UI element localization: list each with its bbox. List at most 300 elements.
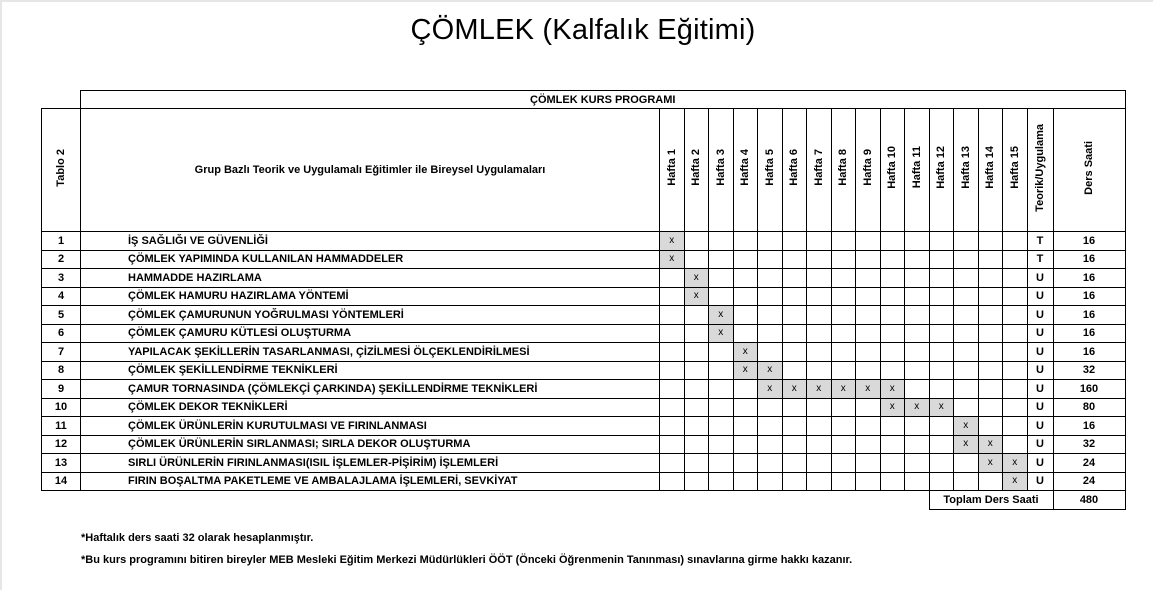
module-name: ÇÖMLEK DEKOR TEKNİKLERİ: [81, 398, 660, 417]
module-name: ÇÖMLEK ŞEKİLLENDİRME TEKNİKLERİ: [81, 361, 660, 380]
week-cell: [954, 472, 979, 491]
module-name: ÇÖMLEK ÜRÜNLERİN KURUTULMASI VE FIRINLANMASI: [81, 417, 660, 436]
week-mark: x: [1003, 472, 1028, 491]
table-row: [42, 398, 1126, 417]
week-cell: [733, 232, 758, 251]
row-type: U: [1027, 435, 1053, 454]
week-header-6: [782, 109, 807, 232]
row-type: T: [1027, 250, 1053, 269]
week-cell: [954, 343, 979, 362]
week-cell: [905, 472, 930, 491]
row-type: U: [1027, 417, 1053, 436]
module-name: ÇÖMLEK ÇAMURUNUN YOĞRULMASI YÖNTEMLERİ: [81, 306, 660, 325]
week-cell: [856, 417, 881, 436]
module-name: FIRIN BOŞALTMA PAKETLEME VE AMBALAJLAMA İŞLEMLERİ, SEVKİYAT: [81, 472, 660, 491]
row-type: U: [1027, 454, 1053, 473]
week-header-8: [831, 109, 856, 232]
week-header-label: Hafta 8: [837, 149, 850, 186]
week-cell: [929, 287, 954, 306]
week-header-13: [954, 109, 979, 232]
week-cell: [929, 454, 954, 473]
week-cell: [758, 343, 783, 362]
week-cell: [856, 287, 881, 306]
week-cell: [856, 454, 881, 473]
week-cell: [880, 287, 905, 306]
week-cell: [733, 380, 758, 399]
row-type: U: [1027, 269, 1053, 288]
table-row: [42, 250, 1126, 269]
week-cell: [660, 361, 685, 380]
description-header: Grup Bazlı Teorik ve Uygulamalı Eğitimler ile Bireysel Uygulamaları: [81, 109, 660, 232]
week-cell: [684, 361, 709, 380]
week-header-12: [929, 109, 954, 232]
week-cell: [831, 269, 856, 288]
week-header-label: Hafta 1: [665, 149, 678, 186]
week-header-14: [978, 109, 1003, 232]
row-hours: 16: [1053, 232, 1125, 251]
week-cell: [1003, 435, 1028, 454]
week-cell: [905, 343, 930, 362]
week-mark: x: [905, 398, 930, 417]
week-cell: [782, 435, 807, 454]
week-cell: [733, 306, 758, 325]
tablo-label-cell: [42, 109, 81, 232]
week-cell: [929, 324, 954, 343]
module-name: YAPILACAK ŞEKİLLERİN TASARLANMASI, ÇİZİLMESİ ÖLÇEKLENDİRİLMESİ: [81, 343, 660, 362]
row-type: T: [1027, 232, 1053, 251]
module-name: ÇÖMLEK YAPIMINDA KULLANILAN HAMMADDELER: [81, 250, 660, 269]
week-cell: [880, 232, 905, 251]
week-cell: [1003, 343, 1028, 362]
week-cell: [954, 269, 979, 288]
week-cell: [856, 232, 881, 251]
week-cell: [807, 435, 832, 454]
week-cell: [905, 269, 930, 288]
week-cell: [954, 306, 979, 325]
row-number: 4: [42, 287, 81, 306]
table-row: [42, 343, 1126, 362]
week-cell: [905, 380, 930, 399]
week-cell: [758, 398, 783, 417]
week-header-label: Hafta 3: [714, 149, 727, 186]
week-cell: [831, 232, 856, 251]
week-cell: [660, 306, 685, 325]
module-name: İŞ SAĞLIĞI VE GÜVENLİĞİ: [81, 232, 660, 251]
week-cell: [709, 398, 734, 417]
week-cell: [807, 324, 832, 343]
row-number: 14: [42, 472, 81, 491]
week-cell: [807, 398, 832, 417]
week-cell: [1003, 306, 1028, 325]
week-cell: [831, 250, 856, 269]
week-mark: x: [954, 417, 979, 436]
week-cell: [978, 398, 1003, 417]
footnote-exam-right: *Bu kurs programını bitiren bireyler MEB Mesleki Eğitim Merkezi Müdürlükleri ÖÖT (Önceki Öğrenmenin Tanınması) sınavlarına girme hakkı kazanır.: [81, 554, 853, 566]
week-header-label: Hafta 11: [910, 146, 923, 189]
week-header-7: [807, 109, 832, 232]
week-cell: [807, 454, 832, 473]
week-cell: [929, 306, 954, 325]
week-mark: x: [733, 361, 758, 380]
row-type: U: [1027, 361, 1053, 380]
week-cell: [905, 435, 930, 454]
week-header-label: Hafta 13: [959, 146, 972, 189]
row-hours: 16: [1053, 250, 1125, 269]
week-cell: [807, 306, 832, 325]
total-spacer: [42, 491, 930, 510]
table-caption: ÇÖMLEK KURS PROGRAMI: [81, 91, 1126, 109]
week-cell: [758, 435, 783, 454]
week-mark: x: [684, 269, 709, 288]
week-cell: [831, 417, 856, 436]
week-cell: [758, 454, 783, 473]
week-cell: [954, 232, 979, 251]
week-cell: [709, 250, 734, 269]
week-cell: [758, 417, 783, 436]
week-cell: [782, 454, 807, 473]
module-name: ÇAMUR TORNASINDA (ÇÖMLEKÇİ ÇARKINDA) ŞEKİLLENDİRME TEKNİKLERİ: [81, 380, 660, 399]
week-cell: [807, 250, 832, 269]
week-cell: [782, 250, 807, 269]
week-cell: [856, 361, 881, 380]
week-cell: [1003, 398, 1028, 417]
week-cell: [1003, 324, 1028, 343]
week-cell: [660, 435, 685, 454]
week-cell: [782, 232, 807, 251]
week-cell: [905, 361, 930, 380]
week-header-1: [660, 109, 685, 232]
hours-header-label: Ders Saati: [1083, 140, 1095, 195]
week-cell: [733, 417, 758, 436]
week-cell: [660, 380, 685, 399]
week-cell: [929, 417, 954, 436]
week-cell: [660, 398, 685, 417]
week-cell: [856, 472, 881, 491]
total-label: Toplam Ders Saati: [929, 491, 1053, 510]
week-header-label: Hafta 9: [861, 149, 874, 186]
row-number: 12: [42, 435, 81, 454]
week-cell: [880, 361, 905, 380]
week-cell: [782, 269, 807, 288]
week-cell: [929, 269, 954, 288]
week-cell: [733, 398, 758, 417]
row-number: 13: [42, 454, 81, 473]
week-cell: [807, 287, 832, 306]
week-cell: [954, 361, 979, 380]
row-type: U: [1027, 398, 1053, 417]
week-cell: [929, 435, 954, 454]
week-cell: [905, 324, 930, 343]
page-edge-top: [0, 0, 1153, 2]
row-number: 3: [42, 269, 81, 288]
week-cell: [758, 306, 783, 325]
week-cell: [831, 324, 856, 343]
week-cell: [1003, 380, 1028, 399]
week-cell: [831, 361, 856, 380]
table-row: [42, 417, 1126, 436]
week-cell: [709, 380, 734, 399]
hours-header: [1053, 109, 1125, 232]
table-row: [42, 269, 1126, 288]
week-cell: [856, 306, 881, 325]
row-hours: 160: [1053, 380, 1125, 399]
row-hours: 32: [1053, 435, 1125, 454]
week-mark: x: [709, 324, 734, 343]
week-cell: [954, 380, 979, 399]
week-cell: [978, 287, 1003, 306]
week-mark: x: [880, 398, 905, 417]
week-cell: [782, 287, 807, 306]
table-row: [42, 472, 1126, 491]
week-cell: [905, 454, 930, 473]
course-program-table: [41, 90, 1126, 510]
week-header-label: Hafta 12: [935, 146, 948, 189]
week-cell: [709, 343, 734, 362]
week-cell: [684, 417, 709, 436]
week-cell: [905, 287, 930, 306]
week-cell: [1003, 269, 1028, 288]
week-cell: [782, 306, 807, 325]
week-cell: [905, 250, 930, 269]
row-type: U: [1027, 472, 1053, 491]
week-cell: [758, 472, 783, 491]
week-cell: [684, 232, 709, 251]
week-cell: [905, 232, 930, 251]
week-cell: [880, 417, 905, 436]
tablo-label: Tablo 2: [55, 148, 67, 187]
week-cell: [709, 287, 734, 306]
week-mark: x: [709, 306, 734, 325]
week-cell: [684, 454, 709, 473]
week-cell: [807, 472, 832, 491]
week-cell: [660, 287, 685, 306]
week-header-label: Hafta 5: [763, 149, 776, 186]
week-header-10: [880, 109, 905, 232]
table-row: [42, 324, 1126, 343]
week-cell: [684, 435, 709, 454]
week-mark: x: [807, 380, 832, 399]
row-number: 11: [42, 417, 81, 436]
type-header: [1027, 109, 1053, 232]
week-cell: [733, 269, 758, 288]
week-cell: [1003, 417, 1028, 436]
caption-row: [42, 91, 1126, 109]
week-cell: [660, 472, 685, 491]
week-cell: [929, 343, 954, 362]
week-cell: [929, 380, 954, 399]
week-cell: [954, 324, 979, 343]
week-cell: [831, 306, 856, 325]
week-cell: [880, 472, 905, 491]
week-cell: [758, 250, 783, 269]
week-cell: [831, 287, 856, 306]
week-cell: [684, 380, 709, 399]
row-number: 1: [42, 232, 81, 251]
week-cell: [733, 454, 758, 473]
module-name: SIRLI ÜRÜNLERİN FIRINLANMASI(ISIL İŞLEMLER-PİŞİRİM) İŞLEMLERİ: [81, 454, 660, 473]
week-header-11: [905, 109, 930, 232]
week-cell: [709, 232, 734, 251]
week-mark: x: [880, 380, 905, 399]
total-row: [42, 491, 1126, 510]
week-mark: x: [954, 435, 979, 454]
row-number: 5: [42, 306, 81, 325]
week-cell: [807, 232, 832, 251]
week-cell: [929, 232, 954, 251]
week-cell: [978, 306, 1003, 325]
week-cell: [978, 361, 1003, 380]
week-cell: [880, 343, 905, 362]
table-row: [42, 380, 1126, 399]
week-cell: [709, 269, 734, 288]
week-mark: x: [660, 250, 685, 269]
row-number: 10: [42, 398, 81, 417]
row-hours: 16: [1053, 417, 1125, 436]
week-mark: x: [733, 343, 758, 362]
week-cell: [856, 269, 881, 288]
week-mark: x: [660, 232, 685, 251]
week-cell: [978, 232, 1003, 251]
week-header-label: Hafta 6: [788, 149, 801, 186]
week-cell: [856, 435, 881, 454]
week-cell: [733, 435, 758, 454]
week-cell: [733, 287, 758, 306]
week-cell: [709, 417, 734, 436]
week-cell: [831, 343, 856, 362]
row-hours: 16: [1053, 306, 1125, 325]
week-cell: [856, 250, 881, 269]
week-cell: [782, 343, 807, 362]
week-cell: [856, 343, 881, 362]
week-cell: [954, 250, 979, 269]
table-row: [42, 454, 1126, 473]
row-hours: 16: [1053, 343, 1125, 362]
week-cell: [880, 269, 905, 288]
week-cell: [1003, 250, 1028, 269]
week-mark: x: [856, 380, 881, 399]
table-row: [42, 306, 1126, 325]
week-cell: [831, 398, 856, 417]
week-cell: [782, 324, 807, 343]
week-cell: [807, 361, 832, 380]
footnote-weekly-hours: *Haftalık ders saati 32 olarak hesaplanmıştır.: [81, 532, 314, 544]
week-cell: [660, 269, 685, 288]
week-header-label: Hafta 15: [1008, 146, 1021, 189]
week-cell: [880, 250, 905, 269]
row-type: U: [1027, 324, 1053, 343]
week-header-label: Hafta 2: [690, 149, 703, 186]
row-hours: 16: [1053, 324, 1125, 343]
week-cell: [856, 324, 881, 343]
week-cell: [782, 361, 807, 380]
week-cell: [1003, 232, 1028, 251]
week-cell: [684, 250, 709, 269]
row-number: 7: [42, 343, 81, 362]
row-type: U: [1027, 287, 1053, 306]
week-cell: [978, 324, 1003, 343]
week-cell: [954, 287, 979, 306]
week-header-4: [733, 109, 758, 232]
page-edge-left: [0, 0, 2, 590]
week-cell: [978, 417, 1003, 436]
week-cell: [660, 454, 685, 473]
week-cell: [880, 306, 905, 325]
week-header-5: [758, 109, 783, 232]
document-title: ÇÖMLEK (Kalfalık Eğitimi): [410, 14, 756, 46]
week-mark: x: [684, 287, 709, 306]
table-row: [42, 232, 1126, 251]
week-cell: [880, 324, 905, 343]
week-mark: x: [782, 380, 807, 399]
week-header-label: Hafta 14: [984, 146, 997, 189]
module-name: ÇÖMLEK HAMURU HAZIRLAMA YÖNTEMİ: [81, 287, 660, 306]
week-cell: [758, 324, 783, 343]
module-name: ÇÖMLEK ÜRÜNLERİN SIRLANMASI; SIRLA DEKOR OLUŞTURMA: [81, 435, 660, 454]
week-cell: [880, 454, 905, 473]
week-cell: [880, 435, 905, 454]
row-number: 2: [42, 250, 81, 269]
row-type: U: [1027, 306, 1053, 325]
week-cell: [929, 472, 954, 491]
week-header-label: Hafta 10: [886, 146, 899, 189]
row-hours: 16: [1053, 269, 1125, 288]
module-name: ÇÖMLEK ÇAMURU KÜTLESİ OLUŞTURMA: [81, 324, 660, 343]
week-cell: [929, 250, 954, 269]
row-hours: 32: [1053, 361, 1125, 380]
week-header-2: [684, 109, 709, 232]
week-cell: [758, 269, 783, 288]
week-cell: [782, 417, 807, 436]
week-cell: [807, 269, 832, 288]
week-header-label: Hafta 4: [739, 149, 752, 186]
week-cell: [831, 435, 856, 454]
table-row: [42, 287, 1126, 306]
week-mark: x: [831, 380, 856, 399]
week-cell: [709, 361, 734, 380]
week-cell: [782, 398, 807, 417]
week-header-3: [709, 109, 734, 232]
week-cell: [709, 472, 734, 491]
type-header-label: Teorik/Uygulama: [1034, 123, 1046, 212]
week-cell: [733, 472, 758, 491]
week-cell: [929, 361, 954, 380]
week-cell: [684, 472, 709, 491]
header-row: [42, 109, 1126, 232]
total-value: 480: [1053, 491, 1125, 510]
row-type: U: [1027, 380, 1053, 399]
footnotes: [81, 527, 852, 571]
row-hours: 16: [1053, 287, 1125, 306]
row-type: U: [1027, 343, 1053, 362]
table-row: [42, 435, 1126, 454]
week-mark: x: [929, 398, 954, 417]
week-cell: [905, 306, 930, 325]
week-cell: [733, 250, 758, 269]
week-cell: [1003, 287, 1028, 306]
row-number: 9: [42, 380, 81, 399]
week-cell: [831, 472, 856, 491]
week-cell: [1003, 361, 1028, 380]
week-cell: [831, 454, 856, 473]
week-cell: [684, 306, 709, 325]
week-cell: [807, 343, 832, 362]
week-cell: [758, 232, 783, 251]
week-cell: [684, 343, 709, 362]
row-hours: 80: [1053, 398, 1125, 417]
week-cell: [660, 324, 685, 343]
week-cell: [660, 343, 685, 362]
week-mark: x: [758, 361, 783, 380]
